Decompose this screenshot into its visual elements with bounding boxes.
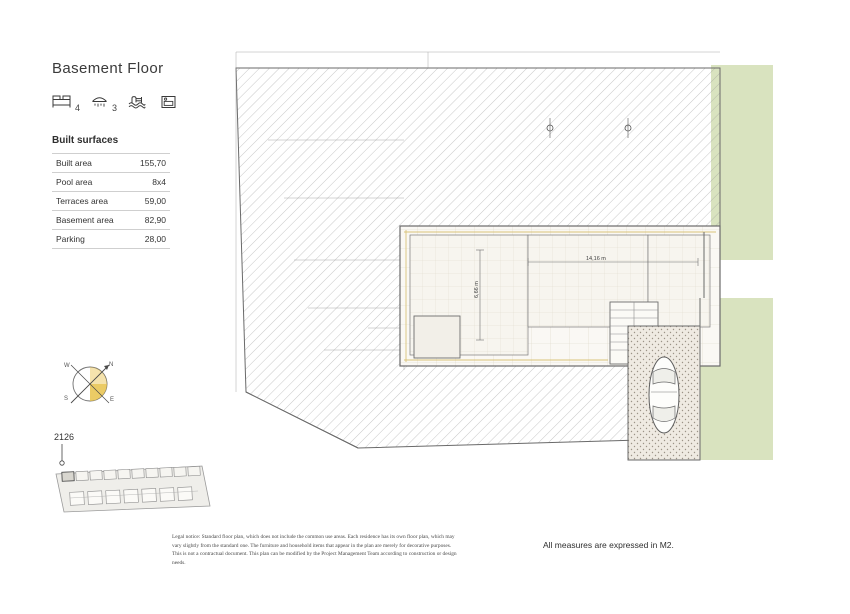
feature-terrace (161, 95, 180, 114)
surface-value: 59,00 (144, 196, 166, 206)
legal-notice: Legal notice: Standard floor plan, which does not include the common use areas. Each residence has its own floor plan, which may vary slightly from the standard one. The furniture and household items that appear in the plan are merely for decorative purposes. This is not a contractual document. This plan can be modified by the Project Management Team according to construction or design needs. (172, 534, 457, 566)
keyplan-diagram (52, 444, 212, 514)
compass-rose (60, 352, 120, 412)
table-row (52, 154, 170, 173)
surface-table (52, 153, 170, 249)
dimension-horizontal-label: 14,16 m (586, 256, 606, 262)
compass-label-north: N (109, 362, 114, 368)
surface-value: 82,90 (144, 215, 166, 225)
dimension-vertical-label: 6,66 m (474, 281, 480, 298)
surface-value: 28,00 (144, 234, 166, 244)
feature-pool (128, 95, 150, 114)
compass-label-east: E (110, 397, 115, 403)
pool-icon (128, 95, 146, 114)
compass-label-south: S (64, 396, 69, 402)
feature-bedrooms (52, 95, 80, 114)
terrace-icon (161, 95, 176, 114)
bed-icon (52, 95, 71, 114)
page-title: Basement Floor (52, 60, 164, 77)
table-row (52, 192, 170, 211)
surface-value: 8x4 (152, 177, 166, 187)
surface-value: 155,70 (140, 158, 166, 168)
car-icon (649, 357, 679, 433)
built-surfaces-heading: Built surfaces (52, 135, 119, 146)
surface-label: Basement area (56, 215, 114, 225)
table-row (52, 211, 170, 230)
table-row (52, 230, 170, 249)
surface-label: Terraces area (56, 196, 108, 206)
keyplan-number: 2126 (54, 432, 75, 442)
compass-label-west: W (64, 363, 70, 369)
bathroom-count: 3 (112, 102, 118, 113)
info-panel (52, 60, 212, 249)
feature-icon-row (52, 95, 212, 113)
surface-label: Parking (56, 234, 85, 244)
keyplan (52, 432, 212, 519)
parking-area (628, 326, 700, 460)
table-row (52, 173, 170, 192)
surface-label: Built area (56, 158, 92, 168)
surface-label: Pool area (56, 177, 93, 187)
feature-bathrooms (91, 95, 117, 114)
bedroom-count: 4 (75, 102, 81, 113)
measures-note: All measures are expressed in M2. (543, 540, 674, 550)
floor-plan-drawing (228, 40, 816, 470)
shower-icon (91, 95, 108, 114)
